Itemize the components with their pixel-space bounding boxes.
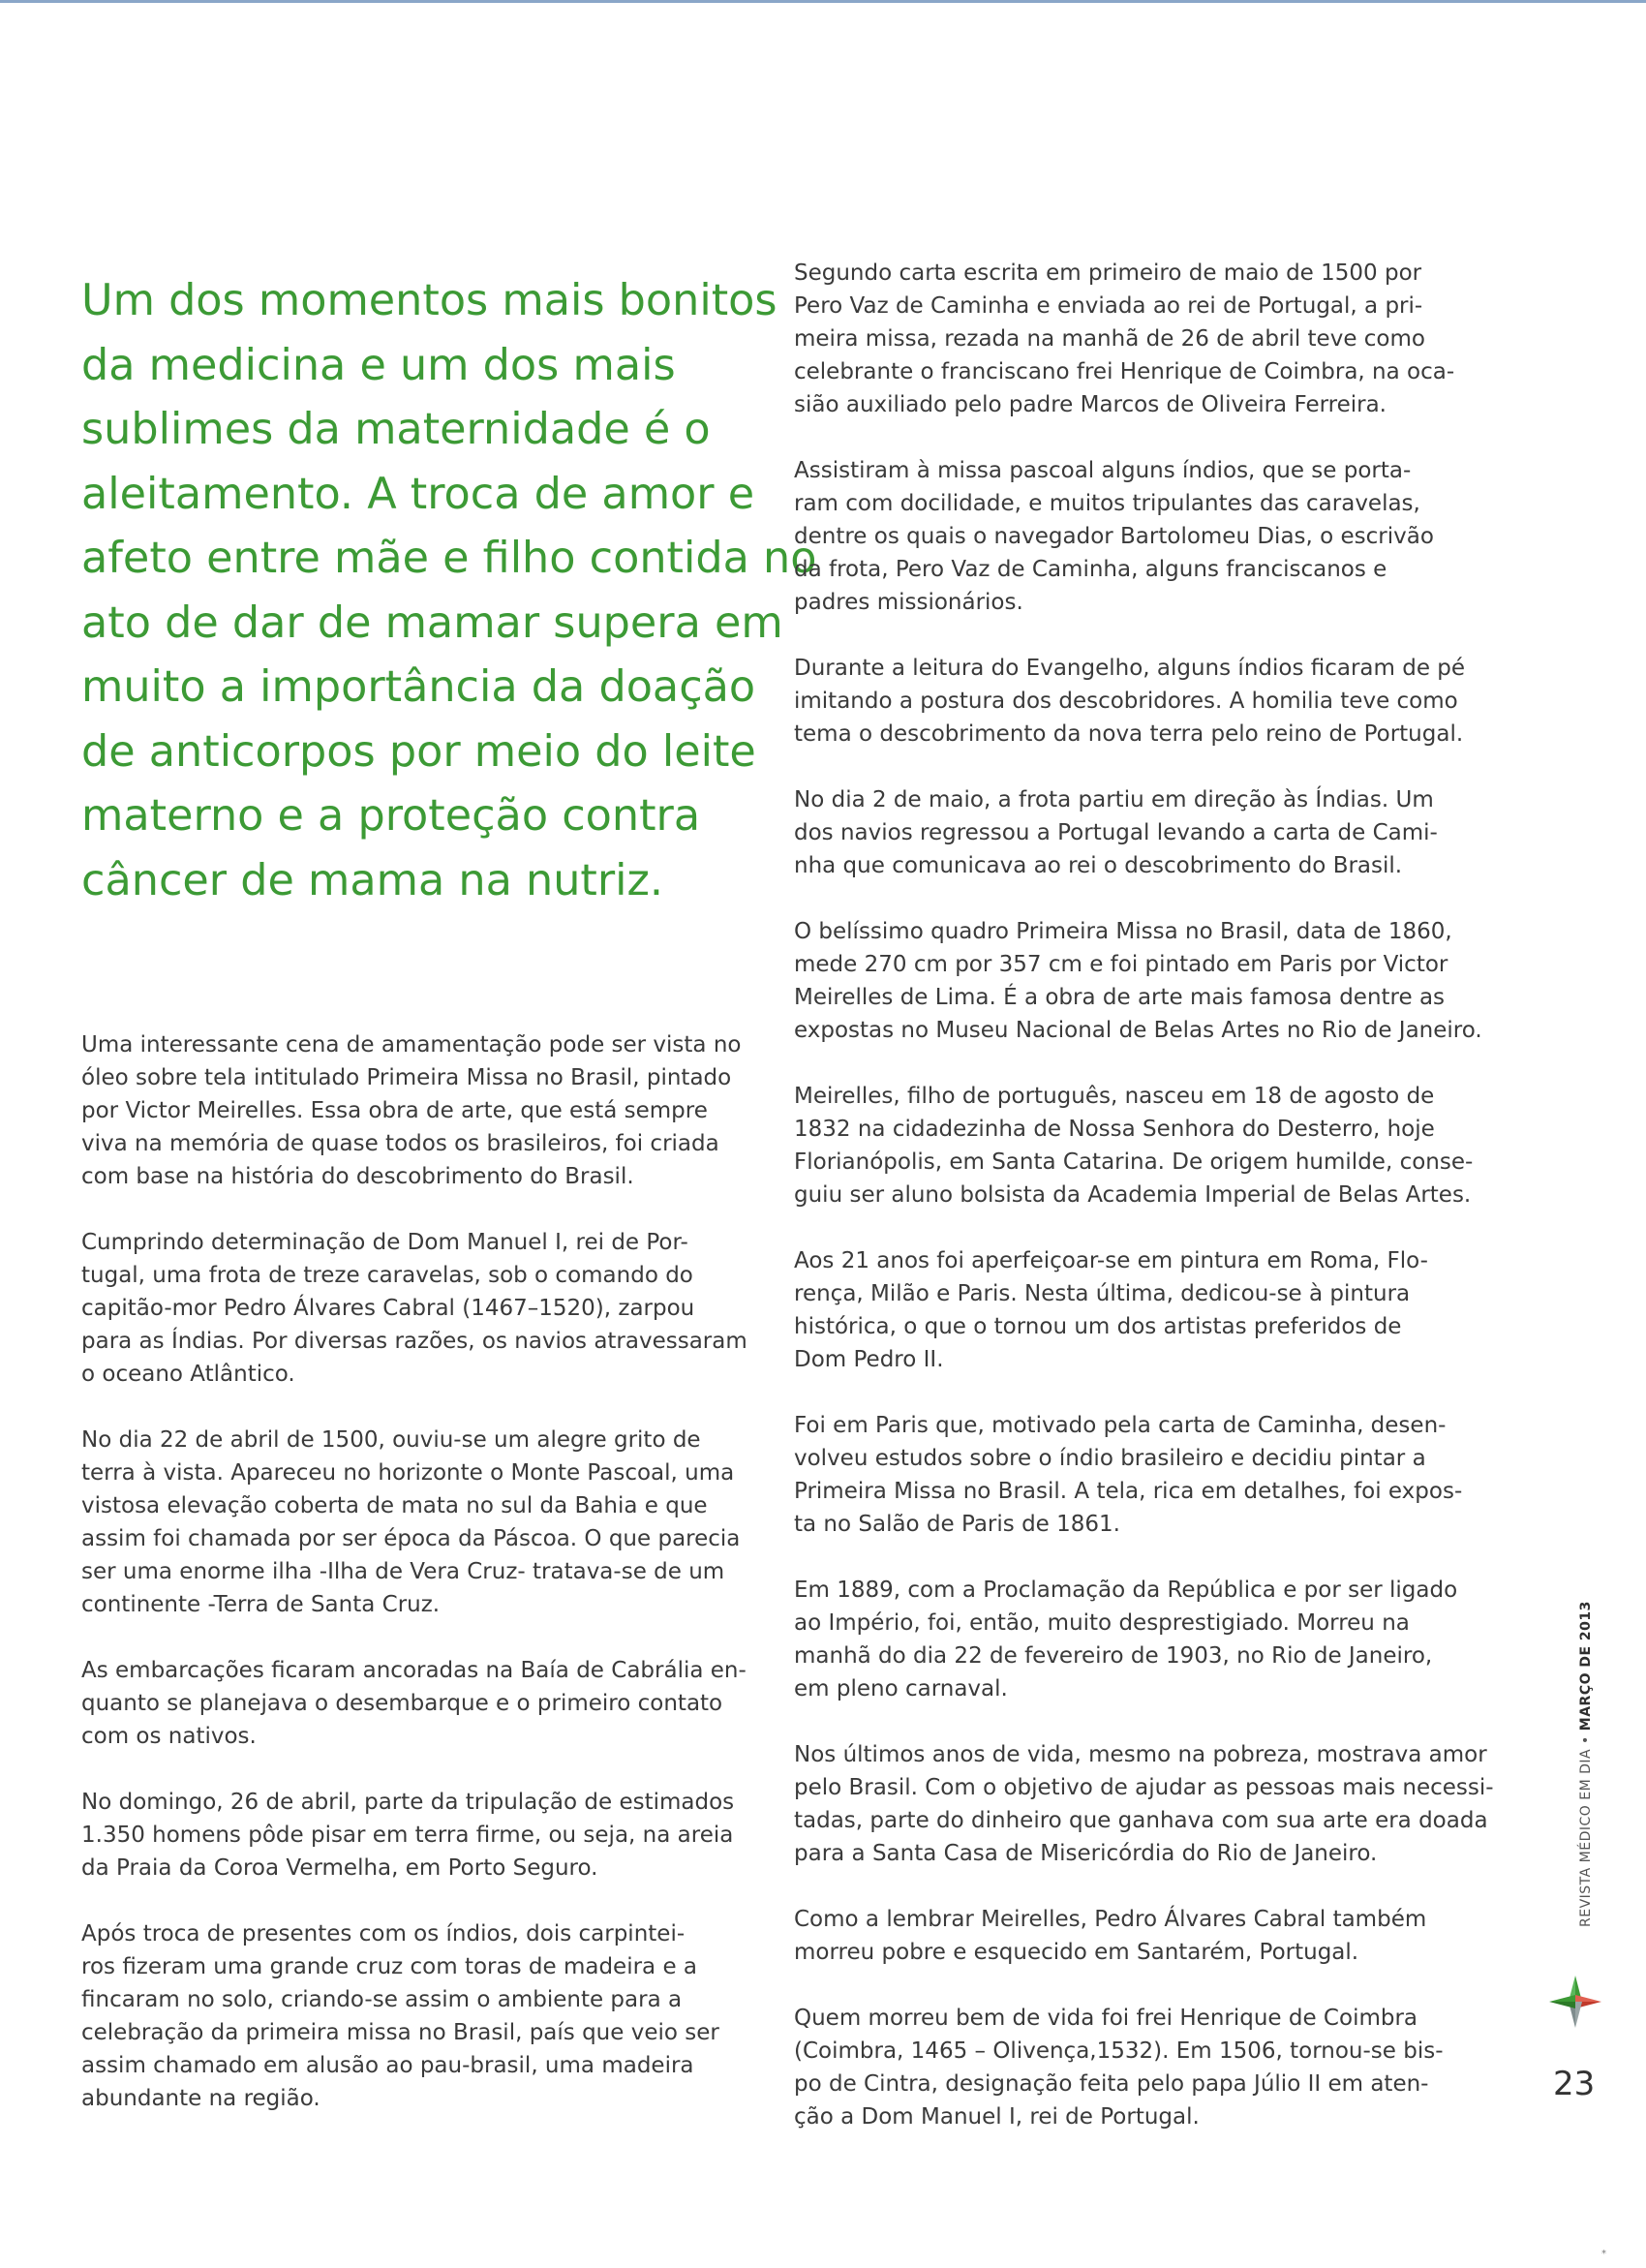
- publication-name: REVISTA MÉDICO EM DIA: [1578, 1748, 1594, 1927]
- text-line: 1.350 homens pôde pisar em terra firme, ou seja, na areia: [81, 1823, 734, 1848]
- text-line: morreu pobre e esquecido em Santarém, Portugal.: [794, 1940, 1359, 1965]
- text-line: tugal, uma frota de treze caravelas, sob o comando do: [81, 1263, 693, 1288]
- text-line: imitando a postura dos descobridores. A homilia teve como: [794, 689, 1458, 714]
- text-line: nha que comunicava ao rei o descobrimento do Brasil.: [794, 853, 1403, 878]
- text-line: mede 270 cm por 357 cm e foi pintado em Paris por Victor: [794, 952, 1448, 977]
- body-paragraph: [794, 1409, 1462, 1541]
- text-line: em pleno carnaval.: [794, 1676, 1008, 1701]
- body-paragraph: [81, 1917, 749, 2115]
- text-line: dos navios regressou a Portugal levando a carta de Cami-: [794, 820, 1438, 845]
- text-line: Aos 21 anos foi aperfeiçoar-se em pintura em Roma, Flo-: [794, 1248, 1428, 1273]
- text-line: Meirelles de Lima. É a obra de arte mais famosa dentre as: [794, 985, 1446, 1010]
- text-line: ta no Salão de Paris de 1861.: [794, 1512, 1120, 1537]
- pull-quote-line: materno e a proteção contra: [81, 791, 701, 841]
- pull-quote: [81, 269, 817, 913]
- text-line: As embarcações ficaram ancoradas na Baía de Cabrália en-: [81, 1658, 747, 1683]
- text-line: com os nativos.: [81, 1724, 257, 1749]
- body-paragraph: [81, 1654, 749, 1753]
- text-line: histórica, o que o tornou um dos artistas preferidos de: [794, 1314, 1402, 1339]
- pull-quote-line: da medicina e um dos mais: [81, 340, 676, 390]
- text-line: 1832 na cidadezinha de Nossa Senhora do Desterro, hoje: [794, 1117, 1435, 1142]
- text-line: meira missa, rezada na manhã de 26 de abril teve como: [794, 326, 1425, 352]
- text-line: tadas, parte do dinheiro que ganhava com sua arte era doada: [794, 1808, 1488, 1833]
- body-paragraph: [794, 2002, 1462, 2133]
- body-paragraph: [794, 1738, 1494, 1870]
- text-line: pelo Brasil. Com o objetivo de ajudar as pessoas mais necessi-: [794, 1775, 1494, 1800]
- text-line: Assistiram à missa pascoal alguns índios, que se porta-: [794, 458, 1412, 483]
- caption-separator: •: [1578, 1735, 1594, 1744]
- text-line: padres missionários.: [794, 590, 1023, 615]
- page-number: 23: [1553, 2065, 1596, 2103]
- body-paragraph: [794, 1244, 1462, 1376]
- text-line: po de Cintra, designação feita pelo papa Júlio II em aten-: [794, 2071, 1429, 2097]
- pull-quote-line: aleitamento. A troca de amor e: [81, 469, 755, 519]
- text-line: para as Índias. Por diversas razões, os navios atravessaram: [81, 1329, 747, 1354]
- left-column: [81, 1028, 749, 2115]
- text-line: (Coimbra, 1465 – Olivença,1532). Em 1506, tornou-se bis-: [794, 2038, 1444, 2064]
- text-line: Quem morreu bem de vida foi frei Henrique de Coimbra: [794, 2006, 1418, 2031]
- text-line: Nos últimos anos de vida, mesmo na pobreza, mostrava amor: [794, 1742, 1487, 1767]
- text-line: manhã do dia 22 de fevereiro de 1903, no Rio de Janeiro,: [794, 1643, 1433, 1669]
- text-line: celebração da primeira missa no Brasil, país que veio ser: [81, 2020, 719, 2045]
- text-line: continente -Terra de Santa Cruz.: [81, 1592, 441, 1617]
- body-paragraph: [81, 1226, 749, 1391]
- text-line: fincaram no solo, criando-se assim o ambiente para a: [81, 1987, 683, 2012]
- pull-quote-line: câncer de mama na nutriz.: [81, 855, 664, 905]
- body-paragraph: [794, 454, 1462, 619]
- text-line: tema o descobrimento da nova terra pelo reino de Portugal.: [794, 721, 1464, 747]
- text-line: Pero Vaz de Caminha e enviada ao rei de Portugal, a pri-: [794, 293, 1423, 319]
- text-line: quanto se planejava o desembarque e o primeiro contato: [81, 1691, 723, 1716]
- text-line: Como a lembrar Meirelles, Pedro Álvares Cabral também: [794, 1907, 1427, 1932]
- text-line: abundante na região.: [81, 2086, 320, 2111]
- text-line: terra à vista. Apareceu no horizonte o Monte Pascoal, uma: [81, 1460, 735, 1486]
- text-line: viva na memória de quase todos os brasileiros, foi criada: [81, 1131, 719, 1156]
- body-paragraph: [794, 652, 1466, 751]
- text-line: ros fizeram uma grande cruz com toras de madeira e a: [81, 1954, 698, 1979]
- body-paragraph: [81, 1028, 749, 1193]
- text-line: Florianópolis, em Santa Catarina. De origem humilde, conse-: [794, 1149, 1474, 1175]
- text-line: Durante a leitura do Evangelho, alguns índios ficaram de pé: [794, 656, 1466, 681]
- text-line: dentre os quais o navegador Bartolomeu Dias, o escrivão: [794, 524, 1434, 549]
- pull-quote-line: sublimes da maternidade é o: [81, 405, 711, 454]
- text-line: O belíssimo quadro Primeira Missa no Brasil, data de 1860,: [794, 919, 1452, 944]
- text-line: Segundo carta escrita em primeiro de maio de 1500 por: [794, 261, 1422, 286]
- body-paragraph: [81, 1786, 749, 1885]
- body-paragraph: [794, 1903, 1462, 1969]
- publication-caption: [1578, 1601, 1594, 1927]
- pull-quote-line: muito a importância da doação: [81, 662, 756, 712]
- text-line: expostas no Museu Nacional de Belas Artes no Rio de Janeiro.: [794, 1018, 1482, 1043]
- issue-date: MARÇO DE 2013: [1578, 1601, 1594, 1732]
- text-line: assim foi chamada por ser época da Páscoa. O que parecia: [81, 1526, 741, 1551]
- pull-quote-line: Um dos momentos mais bonitos: [81, 276, 777, 325]
- text-line: vistosa elevação coberta de mata no sul da Bahia e que: [81, 1493, 708, 1518]
- top-rule: [0, 0, 1646, 3]
- text-line: com base na história do descobrimento do Brasil.: [81, 1164, 634, 1189]
- corner-mark: *: [1601, 2249, 1606, 2259]
- text-line: No domingo, 26 de abril, parte da tripulação de estimados: [81, 1790, 735, 1815]
- text-line: sião auxiliado pelo padre Marcos de Oliveira Ferreira.: [794, 392, 1387, 417]
- text-line: ser uma enorme ilha -Ilha de Vera Cruz- tratava-se de um: [81, 1559, 725, 1584]
- text-line: Meirelles, filho de português, nasceu em 18 de agosto de: [794, 1084, 1435, 1109]
- text-line: o oceano Atlântico.: [81, 1362, 295, 1387]
- text-line: Foi em Paris que, motivado pela carta de Caminha, desen-: [794, 1413, 1447, 1438]
- pull-quote-line: afeto entre mãe e filho contida no: [81, 534, 817, 583]
- pull-quote-line: ato de dar de mamar supera em: [81, 598, 783, 648]
- text-line: por Victor Meirelles. Essa obra de arte, que está sempre: [81, 1098, 708, 1123]
- text-line: celebrante o franciscano frei Henrique de Coimbra, na oca-: [794, 359, 1455, 384]
- body-paragraph: [81, 1424, 749, 1621]
- text-line: guiu ser aluno bolsista da Academia Imperial de Belas Artes.: [794, 1182, 1472, 1208]
- text-line: capitão-mor Pedro Álvares Cabral (1467–1520), zarpou: [81, 1296, 695, 1321]
- body-paragraph: [794, 257, 1462, 421]
- text-line: Após troca de presentes com os índios, dois carpintei-: [81, 1921, 686, 1946]
- text-line: volveu estudos sobre o índio brasileiro e decidiu pintar a: [794, 1446, 1426, 1471]
- text-line: para a Santa Casa de Misericórdia do Rio de Janeiro.: [794, 1841, 1378, 1866]
- four-pointed-star-logo-icon: [1549, 1976, 1601, 2028]
- text-line: Uma interessante cena de amamentação pode ser vista no: [81, 1032, 742, 1057]
- text-line: Em 1889, com a Proclamação da República e por ser ligado: [794, 1578, 1458, 1603]
- pull-quote-line: de anticorpos por meio do leite: [81, 726, 756, 777]
- text-line: Primeira Missa no Brasil. A tela, rica em detalhes, foi expos-: [794, 1479, 1463, 1504]
- text-line: ção a Dom Manuel I, rei de Portugal.: [794, 2104, 1200, 2130]
- text-line: da frota, Pero Vaz de Caminha, alguns franciscanos e: [794, 557, 1387, 582]
- body-paragraph: [794, 1080, 1474, 1211]
- body-paragraph: [794, 783, 1462, 882]
- right-column: [794, 257, 1494, 2133]
- text-line: ram com docilidade, e muitos tripulantes das caravelas,: [794, 491, 1420, 516]
- text-line: da Praia da Coroa Vermelha, em Porto Seguro.: [81, 1855, 598, 1881]
- text-line: ao Império, foi, então, muito desprestigiado. Morreu na: [794, 1610, 1410, 1636]
- text-line: rença, Milão e Paris. Nesta última, dedicou-se à pintura: [794, 1281, 1411, 1306]
- text-line: Cumprindo determinação de Dom Manuel I, rei de Por-: [81, 1230, 688, 1255]
- text-line: No dia 22 de abril de 1500, ouviu-se um alegre grito de: [81, 1427, 701, 1453]
- text-line: assim chamado em alusão ao pau-brasil, uma madeira: [81, 2053, 694, 2078]
- body-paragraph: [794, 915, 1482, 1047]
- body-paragraph: [794, 1574, 1462, 1705]
- text-line: Dom Pedro II.: [794, 1347, 944, 1372]
- text-line: óleo sobre tela intitulado Primeira Missa no Brasil, pintado: [81, 1065, 732, 1090]
- text-line: No dia 2 de maio, a frota partiu em direção às Índias. Um: [794, 787, 1434, 812]
